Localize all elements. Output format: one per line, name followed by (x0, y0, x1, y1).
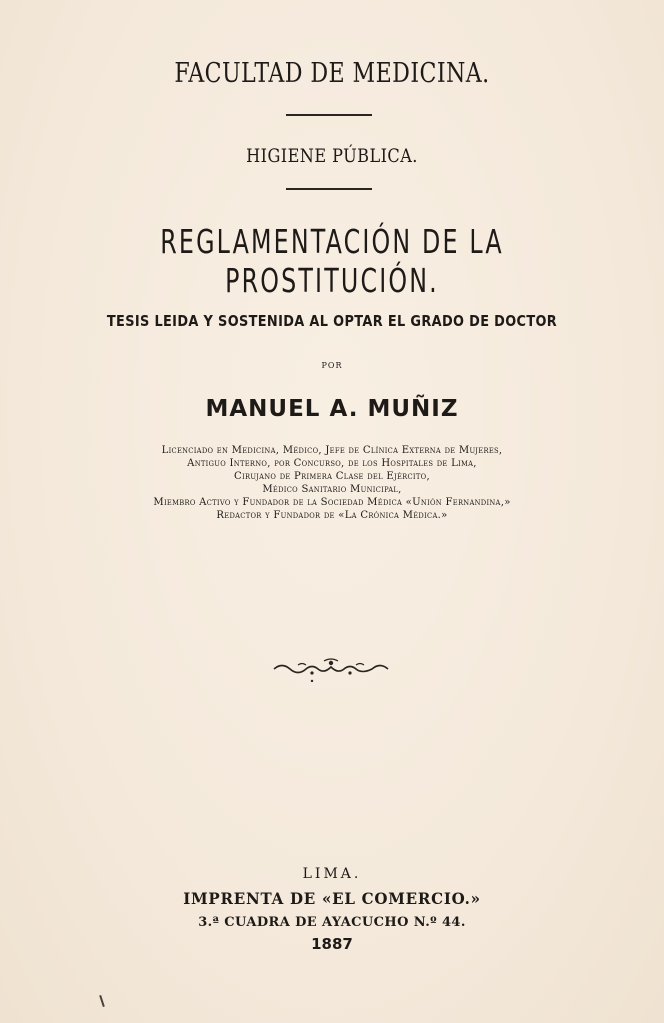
credential-line: Miembro Activo y Fundador de la Sociedad Médica «Unión Fernandina,» (153, 496, 511, 508)
author-name: MANUEL A. MUÑIZ (205, 396, 459, 422)
credential-line: Cirujano de Primera Clase del Ejército, (234, 470, 430, 482)
ink-mark (99, 995, 105, 1007)
faculty-heading: FACULTAD DE MEDICINA. (174, 58, 490, 89)
thesis-title: REGLAMENTACIÓN DE LA PROSTITUCIÓN. (160, 222, 504, 300)
imprint-year: 1887 (311, 935, 353, 953)
credential-line: Médico Sanitario Municipal, (262, 483, 402, 495)
imprint-city: LIMA. (302, 866, 362, 882)
credential-line: Antiguo Interno, por Concurso, de los Hospitales de Lima, (187, 457, 477, 469)
divider-rule (286, 114, 372, 116)
imprint-address: 3.ª CUADRA DE AYACUCHO N.º 44. (198, 915, 466, 930)
thesis-statement: TESIS LEIDA Y SOSTENIDA AL OPTAR EL GRADO DE DOCTOR (106, 312, 558, 330)
imprint-press: IMPRENTA DE «EL COMERCIO.» (183, 889, 481, 908)
divider-rule (286, 188, 372, 190)
subject-heading: HIGIENE PÚBLICA. (246, 145, 418, 167)
printers-ornament-icon (272, 656, 390, 682)
credential-line: Licenciado en Medicina, Médico, Jefe de Clínica Externa de Mujeres, (161, 444, 503, 456)
credential-line: Redactor y Fundador de «La Crónica Médica.» (216, 509, 448, 521)
by-label: POR (321, 361, 343, 370)
author-credentials (0, 444, 664, 522)
